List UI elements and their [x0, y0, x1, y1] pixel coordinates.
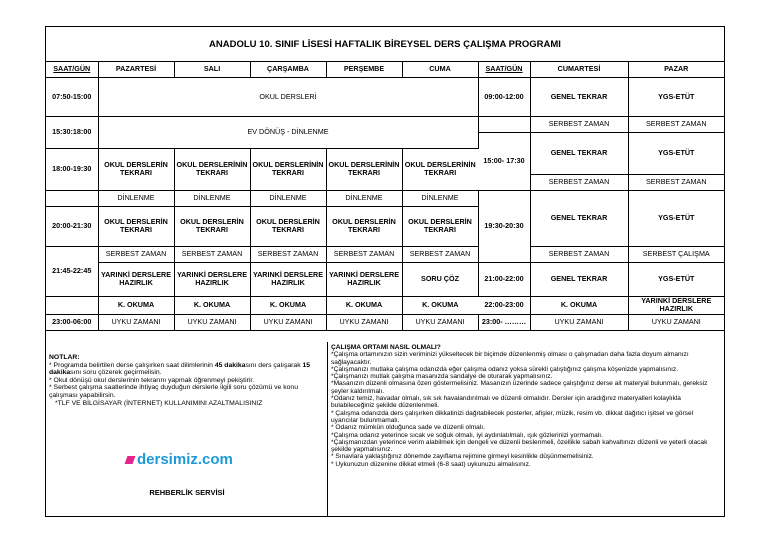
time-cell: 23:00- ………	[478, 314, 530, 330]
time-cell: 21:00-22:00	[478, 262, 530, 296]
cell: K. OKUMA	[250, 296, 326, 314]
list-item: *Çalışmanızdan yeterince verim alabilmek için dengeli ve düzenli beslenmeli, özellikle sabah kahvaltınızı düzenli ve yeterli olacak şekilde yapmalısınız.	[331, 438, 708, 454]
cell: OKUL DERSLERİN TEKRARI	[98, 148, 174, 190]
logo-mark-icon	[125, 456, 136, 464]
list-item: * Odanız mümkün olduğunca sade ve düzenli olmalı.	[331, 424, 485, 432]
environment-list	[331, 351, 721, 468]
cell: OKUL DERSLERİNİN TEKRARI	[174, 148, 250, 190]
cell: YARINKİ DERSLERE HAZIRLIK	[98, 262, 174, 296]
page-title: ANADOLU 10. SINIF LİSESİ HAFTALIK BİREYSEL DERS ÇALIŞMA PROGRAMI	[46, 27, 724, 62]
cell: OKUL DERSLERİNİN TEKRARI	[250, 148, 326, 190]
time-cell: 07:50-15:00	[46, 77, 98, 116]
notes-title: NOTLAR:	[49, 354, 80, 361]
header-sunday: PAZAR	[628, 61, 724, 77]
cell: DİNLENME	[98, 190, 174, 206]
list-item: *Çalışmanızı mutlaka çalışma odanızda eğer çalışma odanız yoksa sürekli çalıştığınız çalışma köşenizde yapmalısınız.	[331, 365, 679, 373]
guidance-service: REHBERLİK SERVİSİ	[149, 488, 225, 497]
environment-title: ÇALIŞMA ORTAMI NASIL OLMALI?	[331, 344, 441, 351]
cell: DİNLENME	[402, 190, 478, 206]
cell: K. OKUMA	[530, 296, 628, 314]
notes-panel	[46, 342, 328, 516]
cell: SERBEST ZAMAN	[628, 174, 724, 190]
table-row	[46, 314, 724, 330]
time-cell: 15:30:18:00	[46, 116, 98, 148]
cell: OKUL DERSLERİN TEKRARI	[174, 206, 250, 246]
cell: SERBEST ZAMAN	[174, 246, 250, 262]
cell: SERBEST ZAMAN	[402, 246, 478, 262]
cell: UYKU ZAMANI	[326, 314, 402, 330]
note-line: * Programda belirtilen derse çalışırken saat dilimlerinin 45 dakikasını ders çalışarak 15 dakikasını soru çözerek geçirmelisin.	[49, 361, 311, 377]
header-monday: PAZARTESİ	[98, 61, 174, 77]
list-item: * Çalışma odanızda ders çalışırken dikkatinizi dağıtabilecek posterler, afişler, müzik, resim vb. dikkat dağıtıcı işitsel ve görsel uyarıcılar bulunmamalı.	[331, 409, 694, 424]
cell: K. OKUMA	[402, 296, 478, 314]
cell: OKUL DERSLERİNİN TEKRARI	[326, 148, 402, 190]
cell: UYKU ZAMANI	[530, 314, 628, 330]
cell: UYKU ZAMANI	[250, 314, 326, 330]
list-item: *Çalışmanızı mutlak çalışma masanızda sandalye de oturarak yapmalısınız.	[331, 373, 553, 381]
table-row	[46, 190, 724, 206]
schedule-sheet	[45, 26, 725, 517]
blank-cell	[478, 116, 530, 132]
header-thursday: PERŞEMBE	[326, 61, 402, 77]
cell: SERBEST ZAMAN	[530, 116, 628, 132]
cell: K. OKUMA	[174, 296, 250, 314]
cell: DİNLENME	[174, 190, 250, 206]
cell: DİNLENME	[250, 190, 326, 206]
list-item: *Odanız temiz, havadar olmalı, sık sık havalandırılmalı ve düzenli olmalıdır. Dersler için aradığınız materyalleri kolaylıkla bulabileceğiniz şekilde düzenlenmeli.	[331, 395, 681, 410]
cell: OKUL DERSLERİNİN TEKRARI	[402, 148, 478, 190]
cell: YARINKİ DERSLERE HAZIRLIK	[628, 296, 724, 314]
cell: SERBEST ÇALIŞMA	[628, 246, 724, 262]
notes-area	[46, 342, 724, 516]
cell: SERBEST ZAMAN	[530, 246, 628, 262]
cell: K. OKUMA	[98, 296, 174, 314]
time-cell: 09:00-12:00	[478, 77, 530, 116]
table-row	[46, 116, 724, 132]
header-time: SAAT/GÜN	[46, 61, 98, 77]
header-wednesday: ÇARŞAMBA	[250, 61, 326, 77]
note-line: * Serbest çalışma saatlerinde ihtiyaç duyduğun derslerle ilgili soru çözümü ve konu çalışması yapabilirsin.	[49, 384, 298, 399]
cell: YARINKİ DERSLERE HAZIRLIK	[250, 262, 326, 296]
time-cell: 19:30-20:30	[478, 190, 530, 262]
list-item: *Çalışma odanız yeterince sıcak ve soğuk olmalı, iyi aydınlatılmalı, ışık gözlerinizi yormamalı.	[331, 431, 603, 439]
table-row	[46, 246, 724, 262]
time-cell: 21:45-22:45	[46, 246, 98, 296]
cell: GENEL TEKRAR	[530, 77, 628, 116]
cell: YGS-ETÜT	[628, 190, 724, 246]
rest-cell: EV DÖNÜŞ - DİNLENME	[98, 116, 478, 148]
cell: SERBEST ZAMAN	[98, 246, 174, 262]
blank-cell	[46, 190, 98, 206]
cell: UYKU ZAMANI	[402, 314, 478, 330]
header-row	[46, 61, 724, 77]
cell: YARINKİ DERSLERE HAZIRLIK	[174, 262, 250, 296]
school-lessons-cell: OKUL DERSLERİ	[98, 77, 478, 116]
cell: YARINKİ DERSLERE HAZIRLIK	[326, 262, 402, 296]
list-item: *Çalışma ortamınızın sizin veriminizi yükseltecek bir biçimde düzenlenmiş olması o çalışmadan daha fazla doyum almanızı sağlayacaktır.	[331, 351, 689, 366]
time-cell: 23:00-06:00	[46, 314, 98, 330]
cell: GENEL TEKRAR	[530, 262, 628, 296]
table-row	[46, 77, 724, 116]
cell: SERBEST ZAMAN	[530, 174, 628, 190]
note-line: * Okul dönüşü okul derslerinin tekrarını yapmak öğrenmeyi pekiştirir.	[49, 376, 255, 384]
header-tuesday: SALI	[174, 61, 250, 77]
cell: YGS-ETÜT	[628, 262, 724, 296]
dersimiz-logo: dersimiz.com	[126, 456, 233, 464]
cell: YGS-ETÜT	[628, 77, 724, 116]
header-saturday: CUMARTESİ	[530, 61, 628, 77]
cell: UYKU ZAMANI	[174, 314, 250, 330]
cell: OKUL DERSLERİN TEKRARI	[250, 206, 326, 246]
cell: GENEL TEKRAR	[530, 190, 628, 246]
cell: OKUL DERSLERİN TEKRARI	[402, 206, 478, 246]
cell: OKUL DERSLERİN TEKRARI	[326, 206, 402, 246]
schedule-table	[46, 61, 724, 331]
cell: GENEL TEKRAR	[530, 132, 628, 174]
header-time-weekend: SAAT/GÜN	[478, 61, 530, 77]
table-row	[46, 262, 724, 296]
time-cell: 15:00- 17:30	[478, 132, 530, 190]
header-friday: CUMA	[402, 61, 478, 77]
cell: UYKU ZAMANI	[628, 314, 724, 330]
time-cell: 22:00-23:00	[478, 296, 530, 314]
list-item: * Uykunuzun düzenine dikkat etmeli (6-8 saat) uykunuzu almalısınız.	[331, 460, 531, 468]
time-cell: 20:00-21:30	[46, 206, 98, 246]
cell: SORU ÇÖZ	[402, 262, 478, 296]
blank-cell	[46, 296, 98, 314]
list-item: *Masanızın düzenli olmasına özen göstermelisiniz. Masanızın üzerinde sadece çalıştığınız derse ait materyal bulunmalı, gereksiz şeyler kaldırılmalı.	[331, 380, 708, 395]
cell: K. OKUMA	[326, 296, 402, 314]
environment-panel	[328, 342, 724, 516]
cell: SERBEST ZAMAN	[326, 246, 402, 262]
cell: DİNLENME	[326, 190, 402, 206]
cell: YGS-ETÜT	[628, 132, 724, 174]
cell: OKUL DERSLERİN TEKRARI	[98, 206, 174, 246]
cell: UYKU ZAMANI	[98, 314, 174, 330]
cell: SERBEST ZAMAN	[250, 246, 326, 262]
note-line: *TLF VE BİLGİSAYAR (İNTERNET) KULLANIMINI AZALTMALISINIZ	[55, 399, 263, 407]
cell: SERBEST ZAMAN	[628, 116, 724, 132]
list-item: * Sınavlara yaklaştığınız dönemde zayıflama rejimine girmeyi kesinlikle düşünmemelisiniz.	[331, 453, 594, 461]
time-cell: 18:00-19:30	[46, 148, 98, 190]
